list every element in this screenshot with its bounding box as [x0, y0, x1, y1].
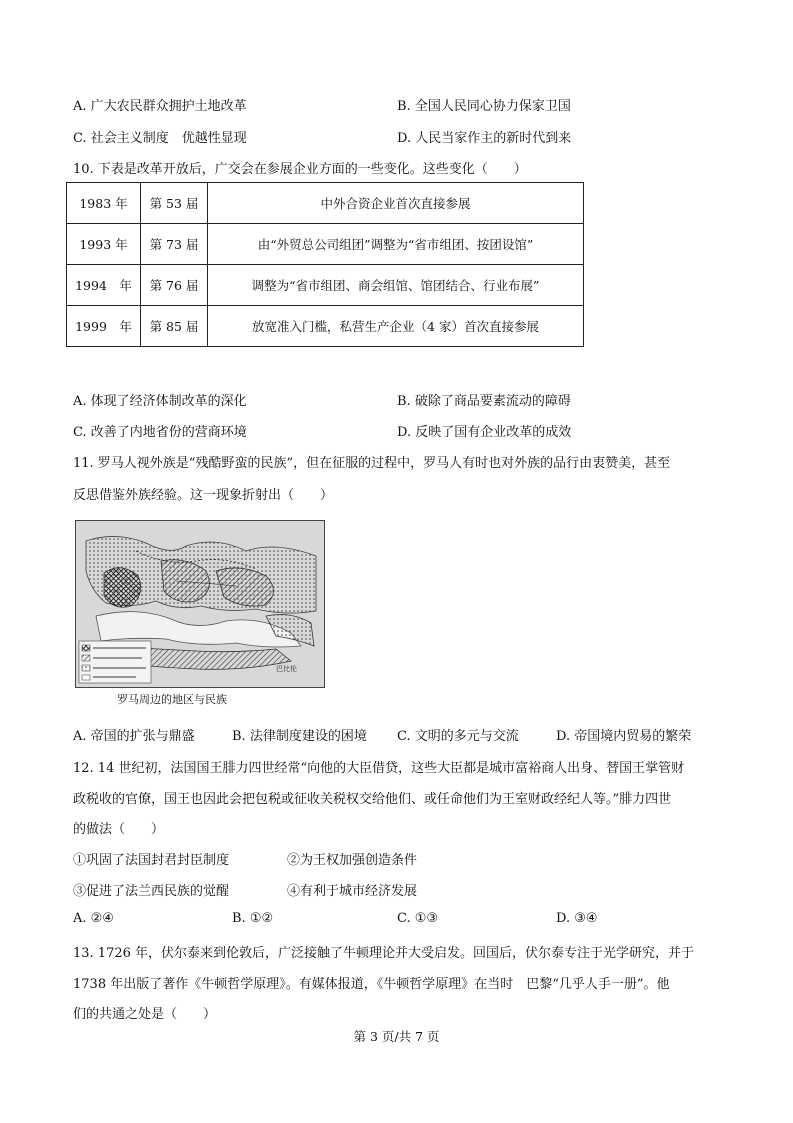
table-row — [67, 224, 584, 265]
q12-item-3: ③促进了法兰西民族的觉醒 — [73, 884, 230, 899]
table-cell-change: 中外合资企业首次直接参展 — [208, 183, 584, 224]
table-row — [67, 306, 584, 347]
q12-item-2: ②为王权加强创造条件 — [287, 853, 418, 868]
q12-option-d: D. ③④ — [556, 911, 598, 926]
q13-stem-line1: 13. 1726 年，伏尔泰来到伦敦后，广泛接触了牛顿理论并大受启发。回国后，伏尔泰专注于光学研究，并于 — [73, 946, 695, 961]
q12-option-c: C. ①③ — [397, 911, 439, 926]
q12-option-b: B. ①② — [232, 911, 274, 926]
q12-item-1: ①巩固了法国封君封臣制度 — [73, 853, 230, 868]
table-cell-year: 1983 年 — [67, 183, 141, 224]
q11-option-a: A. 帝国的扩张与鼎盛 — [73, 729, 195, 744]
table-row — [67, 265, 584, 306]
q9-option-c: C. 社会主义制度 优越性显现 — [73, 131, 247, 146]
table-cell-session: 第 76 届 — [141, 265, 208, 306]
q9-option-b: B. 全国人民同心协力保家卫国 — [397, 99, 571, 114]
q12-item-4: ④有利于城市经济发展 — [287, 884, 418, 899]
q10-table — [66, 182, 584, 347]
q11-option-b: B. 法律制度建设的困境 — [232, 729, 367, 744]
q11-stem-line1: 11. 罗马人视外族是“残酷野蛮的民族”，但在征服的过程中，罗马人有时也对外族的品行由衷赞美，甚至 — [73, 456, 671, 471]
q12-stem-line3: 的做法（ ） — [73, 822, 165, 837]
table-cell-session: 第 53 届 — [141, 183, 208, 224]
page-footer: 第 3 页/共 7 页 — [353, 1029, 440, 1044]
q9-option-d: D. 人民当家作主的新时代到来 — [397, 131, 572, 146]
q13-stem-line2: 1738 年出版了著作《牛顿哲学原理》。有媒体报道，《牛顿哲学原理》在当时 巴黎“几乎人手一册”。他 — [73, 977, 670, 992]
q12-stem-line2: 政税收的官僚，国王也因此会把包税或征收关税权交给他们、或任命他们为王室财政经纪人等。”腓力四世 — [73, 792, 672, 807]
table-cell-year: 1999 年 — [67, 306, 141, 347]
roman-map-figure — [75, 520, 325, 688]
roman-map-svg — [76, 521, 324, 687]
table-cell-year: 1994 年 — [67, 265, 141, 306]
table-cell-change: 放宽准入门槛，私营生产企业（4 家）首次直接参展 — [208, 306, 584, 347]
q10-option-a: A. 体现了经济体制改革的深化 — [73, 394, 247, 409]
table-cell-year: 1993 年 — [67, 224, 141, 265]
q12-stem-line1: 12. 14 世纪初，法国国王腓力四世经常“向他的大臣借贷，这些大臣都是城市富裕商人出身、替国王掌管财 — [73, 761, 685, 776]
q10-option-d: D. 反映了国有企业改革的成效 — [397, 425, 572, 440]
map-caption: 罗马周边的地区与民族 — [117, 693, 227, 706]
table-row — [67, 183, 584, 224]
table-cell-change: 调整为“省市组团、商会组馆、馆团结合、行业布展” — [208, 265, 584, 306]
q11-option-d: D. 帝国境内贸易的繁荣 — [556, 729, 692, 744]
q11-option-c: C. 文明的多元与交流 — [397, 729, 519, 744]
q9-option-a: A. 广大农民群众拥护土地改革 — [73, 99, 247, 114]
q10-stem: 10. 下表是改革开放后，广交会在参展企业方面的一些变化。这些变化（ ） — [73, 162, 527, 177]
q10-option-c: C. 改善了内地省份的营商环境 — [73, 425, 247, 440]
table-cell-session: 第 73 届 — [141, 224, 208, 265]
q10-option-b: B. 破除了商品要素流动的障碍 — [397, 394, 571, 409]
table-cell-session: 第 85 届 — [141, 306, 208, 347]
map-label-babylon: 巴比伦 — [276, 665, 297, 673]
q13-stem-line3: 们的共通之处是（ ） — [73, 1007, 217, 1022]
q12-option-a: A. ②④ — [73, 911, 114, 926]
table-cell-change: 由“外贸总公司组团”调整为“省市组团、按团设馆” — [208, 224, 584, 265]
q11-stem-line2: 反思借鉴外族经验。这一现象折射出（ ） — [73, 488, 334, 503]
